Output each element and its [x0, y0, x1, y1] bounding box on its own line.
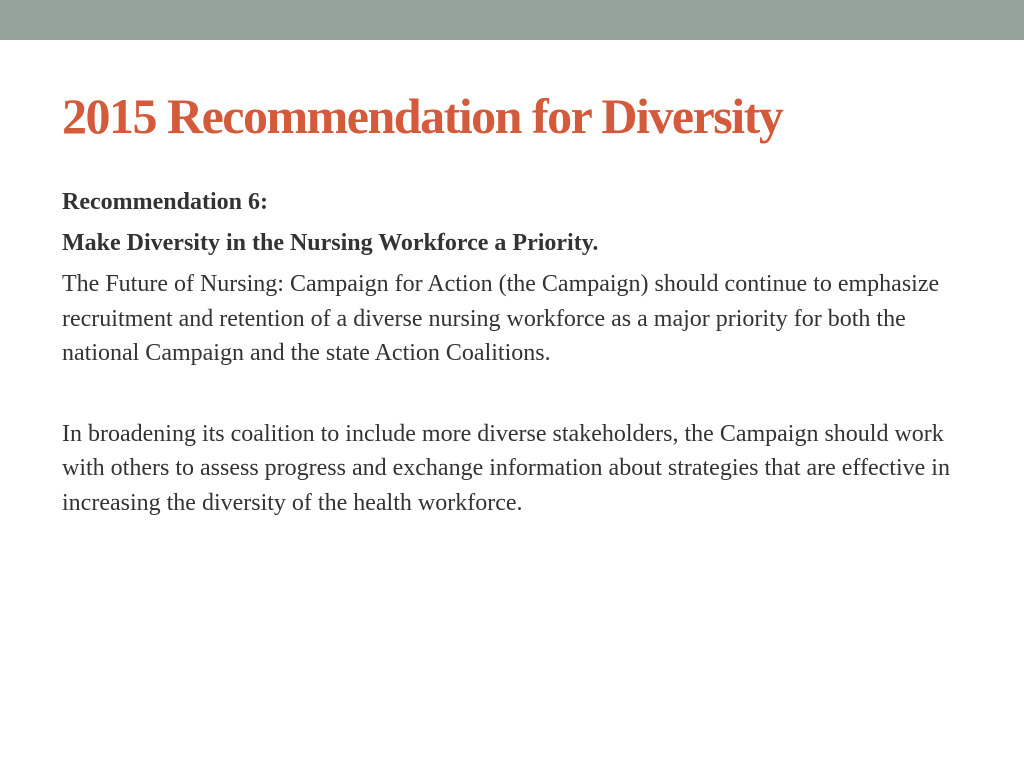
slide-body — [62, 185, 972, 520]
recommendation-heading: Make Diversity in the Nursing Workforce a Priority. — [62, 230, 599, 256]
recommendation-number: Recommendation 6: — [62, 189, 268, 215]
slide-title: 2015 Recommendation for Diversity — [62, 88, 783, 144]
body-paragraph: The Future of Nursing: Campaign for Action (the Campaign) should continue to emphasize recruitment and retention of a diverse nursing workforce as a major priority for both the national Campaign and the state Action Coalitions. — [62, 271, 940, 366]
top-color-band — [0, 0, 1024, 40]
body-paragraph: In broadening its coalition to include more diverse stakeholders, the Campaign should work with others to assess progress and exchange information about strategies that are effective in increasing the diversity of the health workforce. — [62, 420, 950, 516]
